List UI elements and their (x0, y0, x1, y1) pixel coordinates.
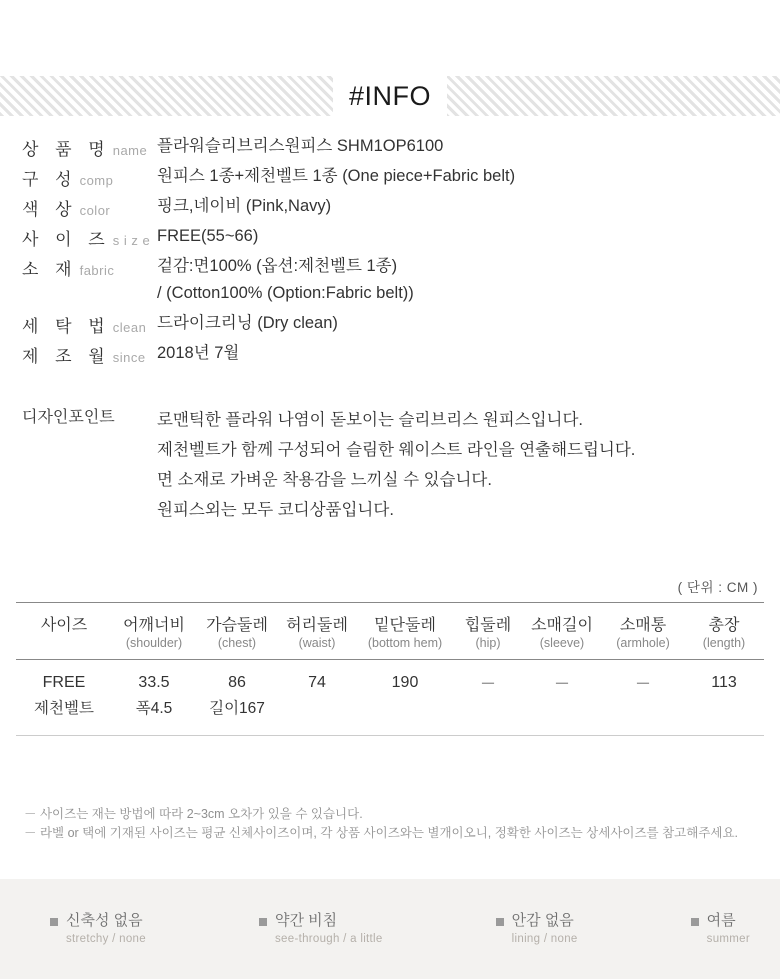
table-cell: 86 (228, 673, 246, 691)
attribute-label-en: summer (706, 932, 750, 945)
size-table-header-subcell (16, 636, 112, 660)
design-point-line: 면 소재로 가벼운 착용감을 느끼실 수 있습니다. (157, 471, 492, 489)
page-title: #INFO (333, 76, 447, 116)
size-notes (24, 805, 764, 843)
table-cell: FREE (42, 673, 86, 691)
spec-label (22, 195, 157, 220)
spec-list (22, 135, 758, 372)
table-row (16, 696, 764, 728)
spec-label-en: s i z e (112, 233, 151, 248)
table-cell: － (634, 676, 651, 693)
attribute-label-en: see-through / a little (275, 932, 383, 945)
table-bottom-divider (16, 735, 764, 736)
size-table-header-subcell: (armhole) (616, 636, 670, 650)
size-table-header-cell: 힙둘레 (464, 617, 512, 634)
table-cell: 폭4.5 (135, 700, 173, 717)
attribute-label-ko: 여름 (706, 911, 736, 929)
size-table-header-cell: 소매통 (619, 617, 667, 634)
spec-label (22, 225, 157, 250)
spec-label (22, 135, 157, 160)
table-cell: － (553, 676, 570, 693)
attribute-item-stretch (50, 911, 146, 948)
size-table-header-cell: 밑단둘레 (374, 617, 436, 634)
spec-label-en: clean (112, 320, 147, 335)
size-table-head (16, 603, 764, 660)
attribute-bar (0, 879, 780, 979)
table-cell (684, 696, 764, 728)
spec-row-fabric-cont (22, 282, 758, 305)
table-cell: 74 (308, 673, 326, 691)
info-band-title-wrap (0, 76, 780, 116)
attribute-label-ko: 안감 없음 (511, 911, 574, 929)
table-cell: － (479, 676, 496, 693)
size-table-header-cell: 가슴둘레 (206, 617, 268, 634)
spec-row-name (22, 135, 758, 158)
spec-label-en: name (112, 143, 148, 158)
spec-value: 2018년 7월 (157, 344, 240, 362)
design-point-line: 원피스외는 모두 코디상품입니다. (157, 501, 394, 519)
table-cell: 제천벨트 (34, 700, 94, 717)
design-point-label: 디자인포인트 (22, 409, 115, 426)
square-bullet-icon (259, 918, 267, 926)
spec-label-en: since (112, 350, 146, 365)
attribute-list (30, 911, 750, 948)
spec-row-clean (22, 312, 758, 335)
square-bullet-icon (496, 918, 504, 926)
design-point-block (22, 405, 758, 525)
table-cell: 113 (711, 673, 737, 691)
table-cell: 33.5 (138, 673, 170, 691)
spec-label-ko: 색 상 (22, 200, 78, 219)
size-table-header-cell: 총장 (708, 617, 740, 634)
square-bullet-icon (691, 918, 699, 926)
spec-label-ko: 제 조 월 (22, 347, 111, 366)
spec-value: 플라워슬리브리스원피스 SHM1OP6100 (157, 137, 444, 155)
note-line: － 사이즈는 재는 방법에 따라 2~3cm 오차가 있을 수 있습니다. (24, 807, 363, 821)
spec-value: 드라이크리닝 (Dry clean) (157, 314, 338, 332)
size-table-header-subcell: (sleeve) (539, 636, 585, 650)
attribute-item-seethrough (259, 911, 383, 948)
spec-label-en: color (79, 203, 111, 218)
table-cell (356, 696, 454, 728)
size-table-header-subcell: (bottom hem) (367, 636, 443, 650)
spec-label-en: comp (79, 173, 114, 188)
size-table-header-cell: 허리둘레 (286, 617, 348, 634)
spec-value: / (Cotton100% (Option:Fabric belt)) (157, 284, 414, 302)
spec-label-ko: 상 품 명 (22, 140, 111, 159)
size-table-header-subcell: (waist) (298, 636, 336, 650)
size-table-header-cell: 어깨너비 (123, 617, 185, 634)
spec-label-ko: 구 성 (22, 170, 78, 189)
table-cell (522, 696, 602, 728)
spec-row-size (22, 225, 758, 248)
size-table-header-subcell: (hip) (475, 636, 501, 650)
size-table-header-cell: 소매길이 (531, 617, 593, 634)
attribute-item-lining (496, 911, 578, 948)
attribute-item-season (691, 911, 750, 948)
spec-row-since (22, 342, 758, 365)
spec-value: 겉감:면100% (옵션:제천벨트 1종) (157, 257, 398, 275)
spec-value: 원피스 1종+제천벨트 1종 (One piece+Fabric belt) (157, 167, 516, 185)
table-cell: 길이167 (209, 700, 265, 717)
size-unit-note: ( 단위 : CM ) (677, 580, 758, 595)
attribute-label-en: stretchy / none (66, 932, 146, 945)
table-cell (278, 696, 356, 728)
design-point-line: 로맨틱한 플라워 나염이 돋보이는 슬리브리스 원피스입니다. (157, 411, 583, 429)
size-table-header-row-en (16, 636, 764, 660)
note-line: － 라벨 or 택에 기재된 사이즈는 평균 신체사이즈이며, 각 상품 사이즈와는 별개이오니, 정확한 사이즈는 상세사이즈를 참고해주세요. (24, 826, 739, 840)
size-table-body (16, 660, 764, 729)
spec-label (22, 312, 157, 337)
spec-label-en: fabric (79, 263, 115, 278)
table-row (16, 660, 764, 697)
size-table-header-cell: 사이즈 (40, 617, 88, 634)
design-point-lines (157, 405, 635, 525)
table-cell: 190 (391, 673, 419, 691)
size-table-header-subcell: (shoulder) (125, 636, 183, 650)
spec-row-comp (22, 165, 758, 188)
spec-label (22, 342, 157, 367)
spec-value: FREE(55~66) (157, 227, 259, 245)
spec-label-ko: 세 탁 법 (22, 317, 111, 336)
spec-row-color (22, 195, 758, 218)
size-table-header-row-ko (16, 603, 764, 637)
spec-value: 핑크,네이비 (Pink,Navy) (157, 197, 332, 215)
spec-label-ko: 사 이 즈 (22, 230, 111, 249)
attribute-label-en: lining / none (511, 932, 578, 945)
square-bullet-icon (50, 918, 58, 926)
attribute-label-ko: 약간 비침 (275, 911, 338, 929)
attribute-label-ko: 신축성 없음 (66, 911, 143, 929)
spec-label-ko: 소 재 (22, 260, 78, 279)
size-table-header-subcell: (length) (702, 636, 746, 650)
design-point-line: 제천벨트가 함께 구성되어 슬림한 웨이스트 라인을 연출해드립니다. (157, 441, 636, 459)
spec-label (22, 255, 157, 280)
spec-label (22, 165, 157, 190)
table-cell (454, 696, 522, 728)
table-cell (602, 696, 684, 728)
size-table-header-subcell: (chest) (217, 636, 257, 650)
spec-row-fabric (22, 255, 758, 278)
size-table (16, 602, 764, 728)
